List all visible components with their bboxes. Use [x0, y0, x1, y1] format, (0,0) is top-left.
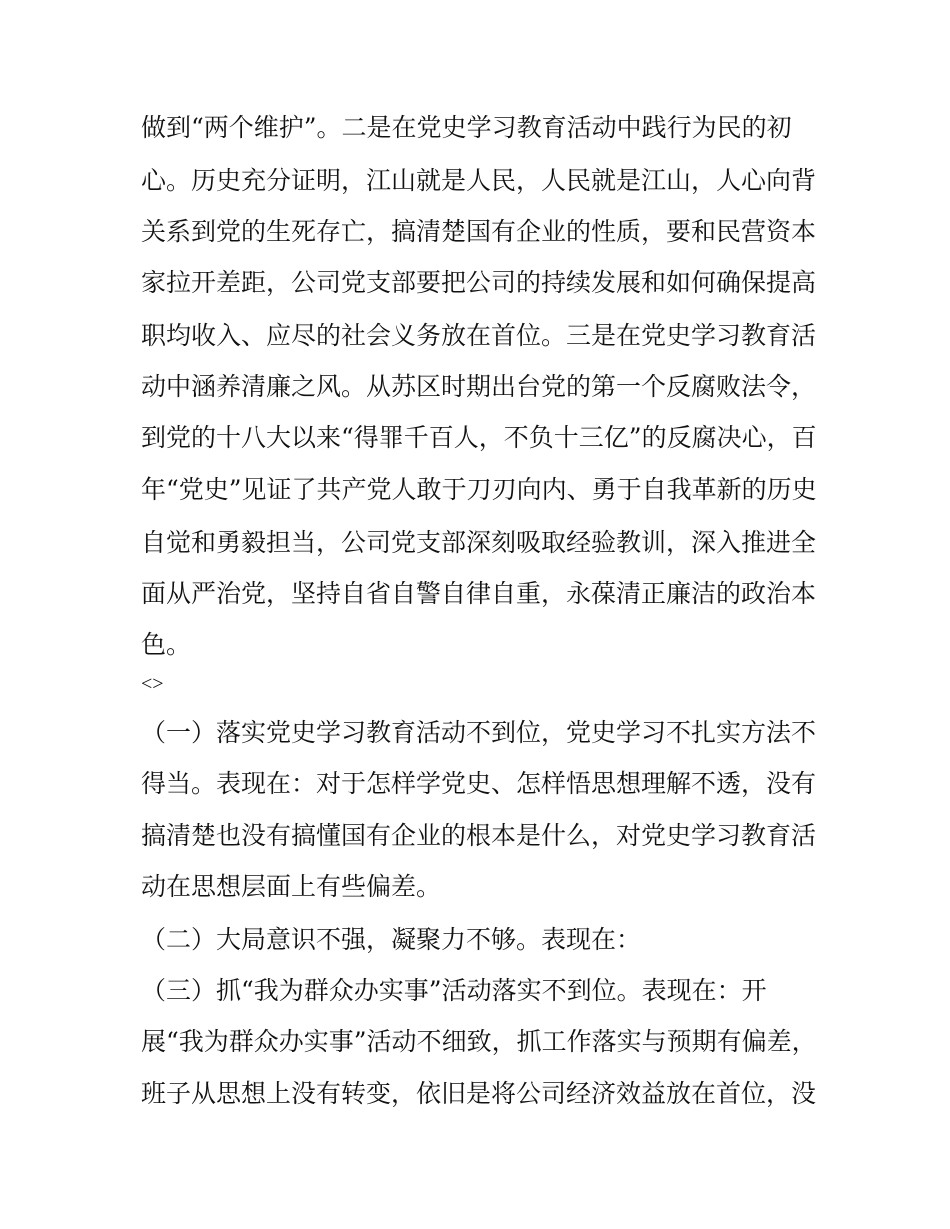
section-marker: <> — [141, 673, 164, 695]
paragraph-line: 色。 — [141, 630, 192, 659]
paragraph-line: 关系到党的生死存亡，搞清楚国有企业的性质，要和民营资本 — [141, 217, 817, 246]
paragraph-line: 做到“两个维护”。二是在党史学习教育活动中践行为民的初 — [141, 113, 792, 142]
paragraph-line: 到党的十八大以来“得罪千百人，不负十三亿”的反腐决心，百 — [141, 423, 817, 452]
section-3-line: 班子从思想上没有转变，依旧是将公司经济效益放在首位，没 — [141, 1079, 817, 1108]
section-3-line: 展“我为群众办实事”活动不细致，抓工作落实与预期有偏差， — [141, 1027, 817, 1056]
section-1-line: 搞清楚也没有搞懂国有企业的根本是什么，对党史学习教育活 — [141, 821, 817, 850]
section-3-line: （三）抓“我为群众办实事”活动落实不到位。表现在：开 — [141, 976, 767, 1005]
paragraph-line: 面从严治党，坚持自省自警自律自重，永葆清正廉洁的政治本 — [141, 579, 817, 608]
section-1-line: 动在思想层面上有些偏差。 — [141, 872, 442, 901]
paragraph-line: 心。历史充分证明，江山就是人民，人民就是江山，人心向背 — [141, 166, 817, 195]
paragraph-line: 职均收入、应尽的社会义务放在首位。三是在党史学习教育活 — [141, 321, 817, 350]
paragraph-line: 年“党史”见证了共产党人敢于刀刃向内、勇于自我革新的历史 — [141, 475, 817, 504]
paragraph-line: 自觉和勇毅担当，公司党支部深刻吸取经验教训，深入推进全 — [141, 528, 817, 557]
section-1-line: 得当。表现在：对于怎样学党史、怎样悟思想理解不透，没有 — [141, 769, 817, 798]
paragraph-line: 家拉开差距，公司党支部要把公司的持续发展和如何确保提高 — [141, 268, 817, 297]
paragraph-line: 动中涵养清廉之风。从苏区时期出台党的第一个反腐败法令， — [141, 372, 817, 401]
section-2-line: （二）大局意识不强，凝聚力不够。表现在： — [141, 925, 642, 954]
section-1-line: （一）落实党史学习教育活动不到位，党史学习不扎实方法不 — [141, 718, 817, 747]
